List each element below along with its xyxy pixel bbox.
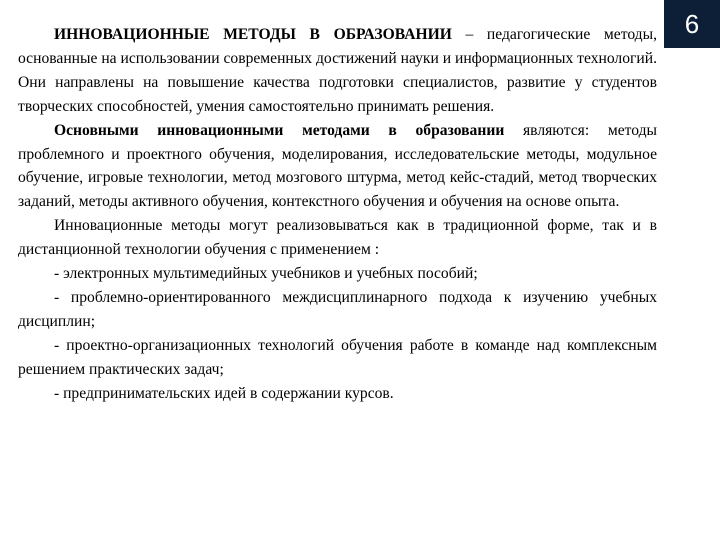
list-item: - проектно-организационных технологий обучения работе в команде над комплексным решением практических задач; xyxy=(18,336,657,378)
list-item: - предпринимательских идей в содержании курсов. xyxy=(54,384,394,402)
main-methods-heading: Основными инновационными методами в образовании xyxy=(54,121,505,139)
paragraph-implementation xyxy=(18,214,657,262)
slide-number-badge xyxy=(664,0,720,48)
definition-text: – педагогические методы, основанные на использовании современных достижений науки и информационных технологий. Они направлены на повышение качества подготовки специалистов, развитие у студентов творческих способностей, умения самостоятельно принимать решения. xyxy=(18,26,657,115)
list-item: - электронных мультимедийных учебников и учебных пособий; xyxy=(54,265,478,283)
main-methods-text: являются: методы проблемного и проектного обучения, моделирования, исследовательские методы, модульное обучение, игровые технологии, метод мозгового штурма, метод кейс-стадий, метод творческих заданий, методы активного обучения, контекстного обучения и обучения на основе опыта. xyxy=(18,121,657,211)
paragraph-main-methods xyxy=(18,119,657,215)
list-item: - проблемно-ориентированного междисциплинарного подхода к изучению учебных дисциплин; xyxy=(18,288,657,330)
implementation-text: Инновационные методы могут реализовываться как в традиционной форме, так и в дистанционной технологии обучения с применением : xyxy=(18,217,657,259)
paragraph-definition xyxy=(18,23,657,119)
definition-heading: ИННОВАЦИОННЫЕ МЕТОДЫ В ОБРАЗОВАНИИ xyxy=(54,26,452,43)
slide-body xyxy=(18,23,657,406)
slide-number: 6 xyxy=(684,8,700,39)
